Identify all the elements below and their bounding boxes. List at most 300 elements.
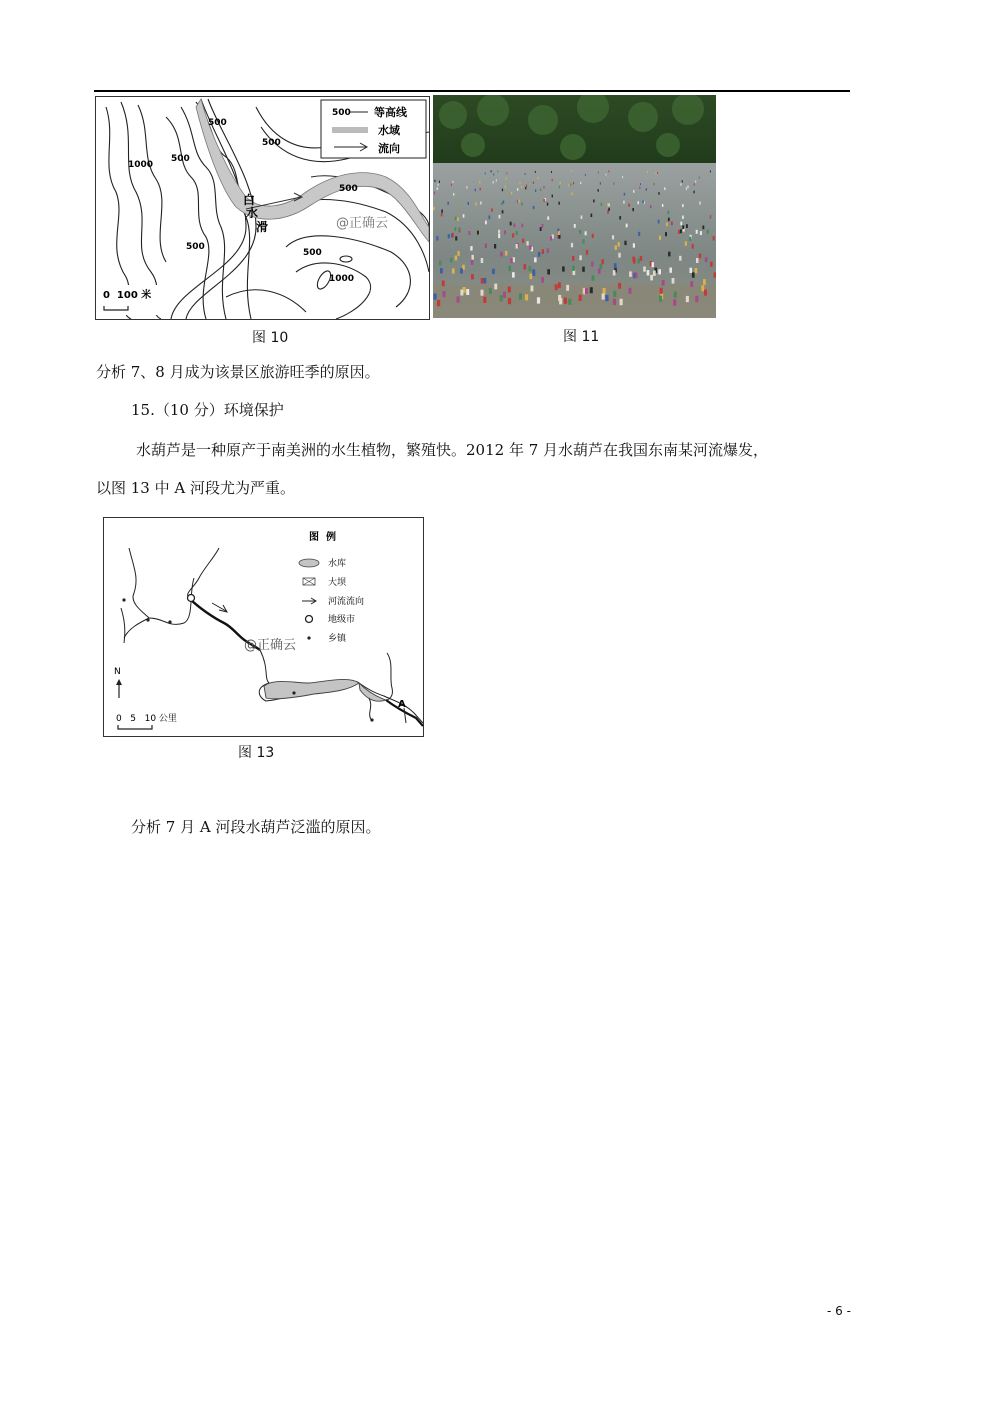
crowd-figure (516, 231, 518, 235)
crowd-figure (702, 226, 704, 230)
crowd-figure (685, 241, 687, 245)
crowd-figure (714, 272, 717, 277)
scale-label: 0 100 米 (103, 290, 152, 301)
crowd-figure (658, 220, 660, 224)
crowd-figure (613, 291, 616, 297)
figure-13-river-map (103, 517, 424, 737)
crowd-figure (674, 292, 677, 298)
crowd-figure (559, 186, 560, 189)
crowd-figure (572, 256, 574, 261)
crowd-figure (689, 237, 691, 241)
crowd-figure (637, 258, 640, 263)
crowd-figure (534, 257, 537, 262)
crowd-figure (521, 186, 522, 189)
crowd-figure (463, 214, 465, 217)
crowd-figure (572, 266, 575, 271)
crowd-figure (635, 273, 638, 279)
crowd-figure (543, 186, 544, 189)
crowd-figure (485, 221, 487, 225)
crowd-figure (613, 183, 614, 185)
crowd-figure (542, 249, 544, 254)
crowd-figure (480, 188, 481, 191)
legend-contour-sample: 500 (332, 108, 351, 118)
crowd-figure (638, 232, 640, 236)
crowd-figure (442, 281, 445, 287)
crowd-figure (498, 234, 500, 238)
crowd-figure (618, 253, 620, 258)
q14-task: 分析 7、8 月成为该景区旅游旺季的原因。 (96, 363, 380, 381)
crowd-figure (566, 285, 569, 291)
crowd-figure (585, 231, 587, 235)
crowd-figure (505, 251, 507, 256)
legend-dam: 大坝 (328, 578, 347, 588)
crowd-figure (562, 266, 565, 271)
crowd-figure (657, 172, 658, 174)
crowd-figure (579, 295, 582, 301)
figure-10-contour-map (95, 96, 430, 320)
crowd-figure (443, 291, 446, 297)
crowd-figure (510, 222, 512, 226)
crowd-figure (682, 225, 684, 229)
crowd-figure (472, 255, 474, 260)
crowd-figure (491, 208, 493, 211)
crowd-figure (525, 187, 526, 190)
crowd-figure (512, 233, 514, 237)
crowd-figure (524, 264, 527, 269)
crowd-figure (700, 231, 702, 235)
crowd-figure (535, 171, 536, 173)
crowd-figure (558, 295, 561, 301)
point-a-label: A (398, 699, 406, 710)
crowd-figure (703, 279, 706, 285)
crowd-figure (436, 236, 438, 240)
crowd-figure (475, 189, 476, 192)
crowd-figure (598, 189, 599, 192)
crowd-figure (646, 188, 647, 191)
crowd-figure (533, 206, 535, 209)
crowd-figure (499, 215, 501, 219)
crowd-figure (452, 181, 453, 183)
header-rule (94, 90, 850, 92)
crowd-figure (622, 176, 623, 178)
crowd-figure (710, 171, 711, 173)
crowd-figure (608, 203, 610, 206)
crowd-figure (628, 204, 630, 207)
crowd-figure (485, 172, 486, 174)
crowd-figure (591, 214, 593, 217)
figure-11-photo (433, 95, 716, 318)
crowd-figure (506, 177, 507, 179)
crowd-figure (501, 202, 503, 205)
crowd-figure (585, 174, 586, 176)
crowd-figure (518, 200, 520, 203)
crowd-figure (466, 186, 467, 189)
crowd-figure (453, 193, 454, 196)
crowd-figure (593, 200, 595, 203)
crowd-figure (586, 250, 588, 255)
crowd-figure (581, 216, 583, 220)
north-arrow (114, 667, 122, 698)
crowd-figure (434, 180, 435, 182)
crowd-figure (438, 184, 439, 186)
crowd-figure (600, 182, 601, 184)
crowd-figure (460, 268, 463, 273)
crowd-figure (564, 298, 567, 304)
crowd-figure (481, 278, 484, 284)
crowd-figure (502, 189, 503, 192)
crowd-figure (640, 183, 641, 185)
crowd-figure (619, 216, 621, 220)
watermark: @正确云 (244, 638, 297, 653)
crowd-figure (497, 170, 498, 172)
crowd-figure (638, 201, 640, 204)
crowd-figure (570, 184, 571, 186)
q15-task: 分析 7 月 A 河段水葫芦泛滥的原因。 (131, 818, 381, 836)
contour-label-500: 500 (339, 184, 358, 194)
crowd-figure (471, 274, 474, 280)
crowd-figure (440, 268, 443, 273)
q15-heading: 15.（10 分）环境保护 (131, 401, 284, 419)
place-name-char: 水 (246, 206, 259, 220)
crowd-figure (558, 231, 560, 235)
crowd-figure (529, 266, 532, 271)
crowd-figure (519, 293, 522, 299)
q15-paragraph-2: 以图 13 中 A 河段尤为严重。 (96, 479, 295, 497)
crowd-figure (669, 268, 672, 273)
contour-label-500: 500 (208, 118, 227, 128)
crowd-figure (571, 192, 572, 195)
crowd-figure (632, 257, 635, 262)
crowd-figure (512, 272, 515, 277)
crowd-figure (455, 217, 457, 221)
crowd-figure (484, 278, 487, 284)
crowd-figure (452, 233, 454, 237)
crowd-figure (699, 177, 700, 179)
crowd-figure (568, 184, 569, 186)
legend-title: 图 例 (309, 532, 336, 543)
place-name-char: 滑 (256, 220, 269, 234)
crowd-figure (598, 172, 599, 174)
crowd-figure (686, 224, 688, 228)
crowd-figure (582, 267, 585, 272)
crowd-figure (585, 288, 588, 294)
crowd-figure (692, 272, 695, 277)
crowd-figure (457, 217, 459, 221)
crowd-figure (511, 192, 512, 195)
crowd-figure (626, 224, 628, 228)
crowd-figure (437, 300, 440, 306)
crowd-figure (540, 227, 542, 231)
crowd-figure (682, 204, 684, 207)
crowd-figure (450, 258, 453, 263)
crowd-figure (692, 244, 694, 249)
crowd-figure (624, 193, 625, 196)
crowd-figure (477, 231, 479, 235)
crowd-figure (668, 218, 670, 222)
crowd-figure (705, 257, 708, 262)
crowd-figure (489, 216, 491, 220)
crowd-figure (481, 290, 484, 296)
crowd-figure (519, 182, 520, 184)
crowd-figure (590, 287, 593, 293)
crowd-figure (491, 170, 492, 172)
contour-label-1000: 1000 (128, 160, 154, 170)
crowd-figure (485, 244, 487, 249)
crowd-figure (592, 234, 594, 238)
contour-label-500: 500 (171, 154, 190, 164)
place-name-char: 白 (243, 193, 256, 207)
crowd-figure (701, 285, 704, 291)
crowd-figure (508, 287, 511, 293)
crowd-figure (448, 234, 450, 238)
crowd-figure (650, 205, 652, 208)
crowd-figure (618, 242, 620, 246)
crowd-figure (659, 236, 661, 240)
crowd-figure (602, 293, 605, 299)
crowd-figure (696, 258, 699, 263)
crowd-figure (629, 288, 632, 294)
crowd-figure (653, 271, 656, 276)
crowd-figure (687, 186, 688, 189)
crowd-figure (573, 182, 574, 184)
crowd-figure (632, 208, 634, 211)
crowd-figure (598, 269, 601, 274)
crowd-figure (613, 270, 616, 275)
crowd-figure (479, 181, 480, 183)
crowd-figure (558, 282, 561, 288)
crowd-figure (680, 183, 681, 185)
crowd-figure (704, 290, 707, 296)
crowd-figure (710, 262, 713, 267)
crowd-figure (471, 260, 474, 265)
contour-label-500: 500 (262, 138, 281, 148)
crowd-figure (568, 299, 571, 305)
crowd-figure (695, 180, 696, 182)
crowd-figure (500, 252, 502, 257)
crowd-figure (552, 179, 553, 181)
fig13-scale-bar (116, 713, 177, 729)
crowd-figure (513, 257, 516, 262)
figure-11-caption: 图 11 (563, 329, 600, 345)
crowd-figure (550, 236, 552, 240)
crowd-figure (560, 182, 561, 184)
crowd-figure (541, 277, 544, 283)
crowd-figure (521, 224, 523, 228)
legend-prefecture-city: 地级市 (328, 615, 356, 625)
crowd-figure (468, 202, 470, 205)
crowd-figure (505, 186, 506, 189)
crowd-figure (618, 283, 621, 289)
crowd-figure (489, 288, 492, 294)
crowd-figure (439, 181, 440, 183)
crowd-figure (514, 223, 516, 227)
crowd-figure (623, 201, 625, 204)
crowd-figure (612, 235, 614, 239)
crowd-figure (682, 216, 684, 220)
crowd-figure (666, 223, 668, 227)
crowd-figure (600, 264, 603, 269)
crowd-figure (614, 263, 617, 268)
crowd-figure (582, 239, 584, 243)
crowd-figure (455, 236, 457, 240)
crowd-figure (640, 256, 642, 261)
crowd-figure (542, 224, 544, 228)
figure-10-caption: 图 10 (252, 330, 289, 346)
crowd-figure (547, 269, 550, 274)
crowd-figure (547, 248, 549, 253)
crowd-figure (547, 216, 549, 220)
crowd-figure (437, 187, 438, 190)
crowd-figure (574, 224, 576, 228)
crowd-figure (451, 184, 452, 186)
crowd-figure (452, 268, 455, 273)
crowd-figure (506, 172, 507, 174)
crowd-figure (690, 268, 693, 273)
crowd-figure (475, 203, 477, 206)
crowd-figure (620, 299, 623, 305)
crowd-figure (551, 171, 552, 173)
contour-label-500: 500 (186, 242, 205, 252)
crowd-figure (608, 208, 610, 211)
crowd-figure (601, 203, 603, 206)
crowd-figure (643, 267, 646, 272)
crowd-figure (525, 294, 528, 300)
crowd-figure (680, 222, 682, 226)
crowd-figure (555, 284, 558, 290)
crowd-figure (710, 215, 712, 219)
crowd-figure (662, 204, 664, 207)
crowd-figure (504, 230, 506, 234)
crowd-figure (693, 191, 694, 194)
crowd-figure (540, 188, 541, 191)
crowd-figure (455, 256, 457, 261)
crowd-figure (535, 189, 536, 192)
crowd-figure (660, 288, 663, 294)
crowd-figure (601, 259, 604, 264)
crowd-figure (468, 231, 470, 235)
crowd-figure (650, 275, 653, 281)
legend-water-label: 水域 (378, 124, 400, 137)
legend-river-flow: 河流流向 (328, 597, 365, 607)
crowd-figure (680, 229, 682, 233)
crowd-figure (673, 299, 676, 305)
beach-crowd-photo (433, 95, 716, 318)
crowd-figure (571, 170, 572, 172)
north-label: N (114, 667, 121, 677)
crowd-figure (510, 258, 513, 263)
crowd-figure (615, 245, 617, 250)
river-map-svg (104, 518, 423, 736)
crowd-figure (439, 261, 442, 266)
crowd-figure (552, 195, 553, 198)
crowd-figure (480, 202, 482, 205)
crowd-figure (695, 268, 698, 273)
crowd-figure (532, 269, 535, 274)
crowd-figure (647, 270, 650, 275)
crowd-figure (527, 241, 529, 245)
contour-label-1000: 1000 (329, 274, 355, 284)
crowd-figure (537, 177, 538, 179)
fig10-legend (321, 100, 426, 158)
crowd-figure (690, 281, 693, 287)
legend-flow-label: 流向 (378, 142, 400, 155)
crowd-figure (579, 230, 581, 234)
crowd-figure (633, 243, 635, 247)
crowd-figure (642, 200, 644, 203)
crowd-figure (503, 201, 505, 204)
crowd-figure (547, 203, 549, 206)
crowd-figure (434, 294, 437, 300)
crowd-figure (466, 289, 469, 295)
crowd-figure (530, 274, 533, 280)
crowd-figure (605, 295, 608, 301)
legend-reservoir: 水库 (328, 559, 347, 569)
crowd-figure (647, 171, 648, 173)
crowd-figure (672, 278, 675, 284)
contour-map-svg (96, 97, 429, 319)
crowd-figure (441, 210, 443, 213)
crowd-figure (522, 239, 524, 243)
crowd-figure (699, 202, 701, 205)
crowd-figure (533, 182, 534, 184)
page-number: - 6 - (827, 1304, 851, 1318)
crowd-figure (605, 174, 606, 176)
crowd-figure (493, 181, 494, 183)
crowd-figure (592, 275, 595, 281)
figure-13-caption: 图 13 (238, 745, 275, 761)
crowd-figure (658, 192, 659, 195)
crowd-figure (481, 258, 484, 263)
crowd-figure (494, 244, 496, 249)
crowd-figure (613, 299, 616, 305)
crowd-figure (470, 246, 472, 251)
crowd-figure (457, 251, 459, 256)
crowd-figure (517, 200, 519, 203)
crowd-figure (662, 280, 665, 286)
crowd-figure (558, 202, 560, 205)
crowd-figure (516, 244, 518, 249)
crowd-figure (521, 203, 523, 206)
legend-contour-label: 等高线 (374, 106, 407, 119)
crowd-figure (629, 271, 632, 276)
crowd-figure (543, 199, 545, 202)
crowd-figure (454, 227, 456, 231)
crowd-figure (531, 286, 534, 292)
crowd-figure (652, 262, 655, 267)
crowd-figure (694, 183, 695, 185)
crowd-figure (686, 296, 689, 302)
q15-paragraph-1: 水葫芦是一种原产于南美洲的水生植物，繁殖快。2012 年 7 月水葫芦在我国东南某河流爆发， (136, 441, 769, 459)
crowd-figure (664, 187, 665, 190)
crowd-figure (492, 269, 495, 274)
crowd-figure (686, 187, 687, 190)
crowd-figure (678, 230, 680, 234)
crowd-figure (654, 183, 655, 185)
crowd-figure (494, 284, 497, 290)
contour-label-500: 500 (303, 248, 322, 258)
crowd-figure (498, 230, 500, 234)
crowd-figure (538, 252, 540, 257)
crowd-figure (713, 236, 715, 240)
crowd-figure (460, 290, 463, 296)
crowd-figure (608, 171, 609, 173)
crowd-figure (665, 232, 667, 236)
crowd-figure (591, 262, 594, 267)
crowd-figure (671, 222, 673, 226)
crowd-figure (441, 213, 443, 216)
crowd-figure (696, 230, 698, 234)
crowd-figure (558, 235, 560, 239)
